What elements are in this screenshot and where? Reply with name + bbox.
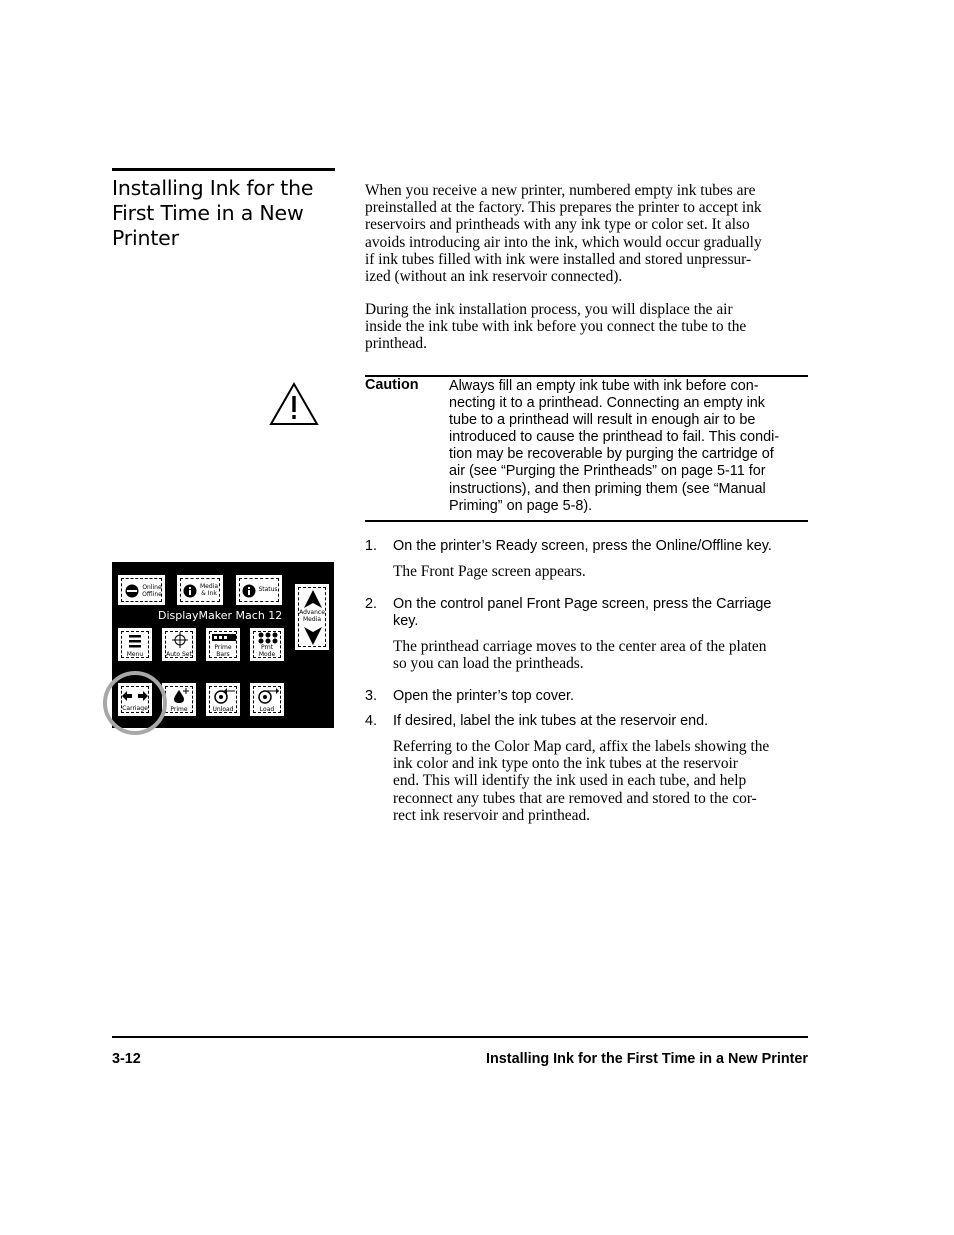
auto-set-key[interactable] [162, 628, 196, 661]
air-paragraph [365, 301, 810, 353]
text-line: introduced to cause the printhead to fail. This condi- [449, 429, 780, 446]
page-number: 3-12 [112, 1051, 141, 1067]
section-title-line: Printer [112, 226, 179, 250]
online-icon [125, 584, 139, 598]
carriage-key-highlight [103, 671, 167, 735]
info-icon [183, 584, 197, 598]
text-line: The printhead carriage moves to the center area of the platen [393, 638, 767, 655]
load-roll-icon [257, 687, 281, 704]
ink-drop-icon [172, 687, 190, 704]
key-label-line: Prnt [260, 644, 274, 651]
step-detail [393, 638, 766, 672]
heading-rule [112, 168, 335, 171]
key-label-line: Media [302, 615, 322, 623]
step-detail [393, 563, 586, 580]
section-title [112, 176, 342, 251]
load-key[interactable] [250, 683, 284, 716]
key-label: Status [258, 586, 278, 593]
online-offline-key[interactable] [118, 575, 165, 605]
unload-roll-icon [213, 687, 237, 704]
warning-triangle-icon [268, 381, 320, 427]
arrow-down-icon [303, 626, 323, 646]
section-title-line: First Time in a New [112, 201, 304, 225]
section-title-line: Installing Ink for the [112, 176, 314, 200]
key-label [209, 645, 237, 658]
key-label: Load [259, 706, 275, 713]
text-line: reservoirs and printheads with any ink type or color set. It also [365, 216, 750, 234]
step-text [393, 713, 708, 730]
text-line: Referring to the Color Map card, affix the labels showing the [393, 738, 770, 755]
key-label [297, 610, 327, 623]
caution-label: Caution [365, 377, 419, 393]
step-text [393, 596, 771, 630]
key-label-line: Prime [214, 644, 232, 651]
text-line: rect ink reservoir and printhead. [393, 806, 591, 824]
text-line: Open the printer’s top cover. [393, 688, 575, 704]
step-number: 2. [365, 596, 378, 612]
text-line: preinstalled at the factory. This prepares the printer to accept ink [365, 199, 762, 217]
caution-top-rule [365, 375, 808, 377]
footer-rule [112, 1036, 808, 1038]
caution-text [449, 378, 809, 515]
step-detail [393, 738, 769, 824]
key-label: Unload [212, 706, 234, 713]
arrow-up-icon [303, 589, 323, 609]
key-label: Menu [126, 651, 144, 658]
key-label: Prime [170, 706, 188, 713]
text-line: During the ink installation process, you will displace the air [365, 301, 733, 318]
step-number: 3. [365, 688, 378, 704]
key-label-line: Mode [258, 650, 276, 658]
menu-icon [129, 634, 141, 648]
key-label-line: & Ink [201, 589, 217, 597]
prime-bars-key[interactable] [206, 628, 240, 661]
text-line: avoids introducing air into the ink, which would occur gradually [365, 233, 762, 251]
key-label [141, 585, 163, 598]
text-line: On the printer’s Ready screen, press the Online/Offline key. [393, 538, 772, 554]
text-line: reconnect any tubes that are removed and stored to the cor- [393, 789, 757, 807]
text-line: instructions), and then priming them (see “Manual [449, 480, 766, 497]
text-line: tube to a printhead will result in enough air to be [449, 412, 756, 429]
prime-key[interactable] [162, 683, 196, 716]
prime-bars-icon [212, 634, 236, 641]
step-number: 4. [365, 713, 378, 729]
unload-key[interactable] [206, 683, 240, 716]
key-label [253, 645, 281, 658]
step-text [393, 538, 772, 555]
text-line: On the control panel Front Page screen, press the Carriage [393, 596, 772, 612]
text-line: ized (without an ink reservoir connected). [365, 268, 623, 286]
text-line: key. [393, 613, 419, 629]
key-label-line: Media [199, 583, 219, 590]
running-footer-title: Installing Ink for the First Time in a New Printer [486, 1051, 808, 1067]
text-line: When you receive a new printer, numbered empty ink tubes are [365, 182, 756, 199]
info-icon [242, 584, 256, 598]
advance-media-key[interactable] [295, 584, 329, 650]
text-line: end. This will identify the ink used in each tube, and help [393, 772, 747, 790]
print-mode-key[interactable] [250, 628, 284, 661]
key-label-line: Bars [216, 650, 230, 658]
text-line: printhead. [365, 335, 427, 353]
status-key[interactable] [236, 575, 282, 605]
text-line: inside the ink tube with ink before you connect the tube to the [365, 318, 747, 336]
text-line: The Front Page screen appears. [393, 563, 586, 580]
key-label-line: Advance [299, 609, 325, 616]
dots-icon [258, 632, 278, 644]
step-number: 1. [365, 538, 378, 554]
key-label: Carriage [122, 705, 148, 712]
text-line: Priming” on page 5-8). [449, 497, 593, 514]
crosshair-icon [172, 632, 188, 648]
text-line: if ink tubes filled with ink were installed and stored unpressur- [365, 250, 752, 268]
text-line: air (see “Purging the Printheads” on page 5-11 for [449, 463, 766, 480]
menu-key[interactable] [118, 628, 152, 661]
text-line: necting it to a printhead. Connecting an empty ink [449, 395, 765, 412]
key-label [198, 584, 220, 597]
step-text [393, 688, 574, 705]
text-line: Always fill an empty ink tube with ink before con- [449, 378, 759, 394]
text-line: ink color and ink type onto the ink tubes at the reservoir [393, 755, 738, 773]
panel-title: DisplayMaker Mach 12 [158, 609, 283, 622]
key-label-line: Online [142, 584, 162, 591]
caution-bottom-rule [365, 520, 808, 522]
text-line: If desired, label the ink tubes at the reservoir end. [393, 713, 709, 729]
text-line: tion may be recoverable by purging the cartridge of [449, 446, 774, 463]
key-label: Auto Set [166, 651, 192, 658]
key-label-line: Offline [142, 590, 162, 598]
intro-paragraph [365, 182, 810, 285]
text-line: so you can load the printheads. [393, 655, 584, 673]
media-ink-key[interactable] [177, 575, 223, 605]
